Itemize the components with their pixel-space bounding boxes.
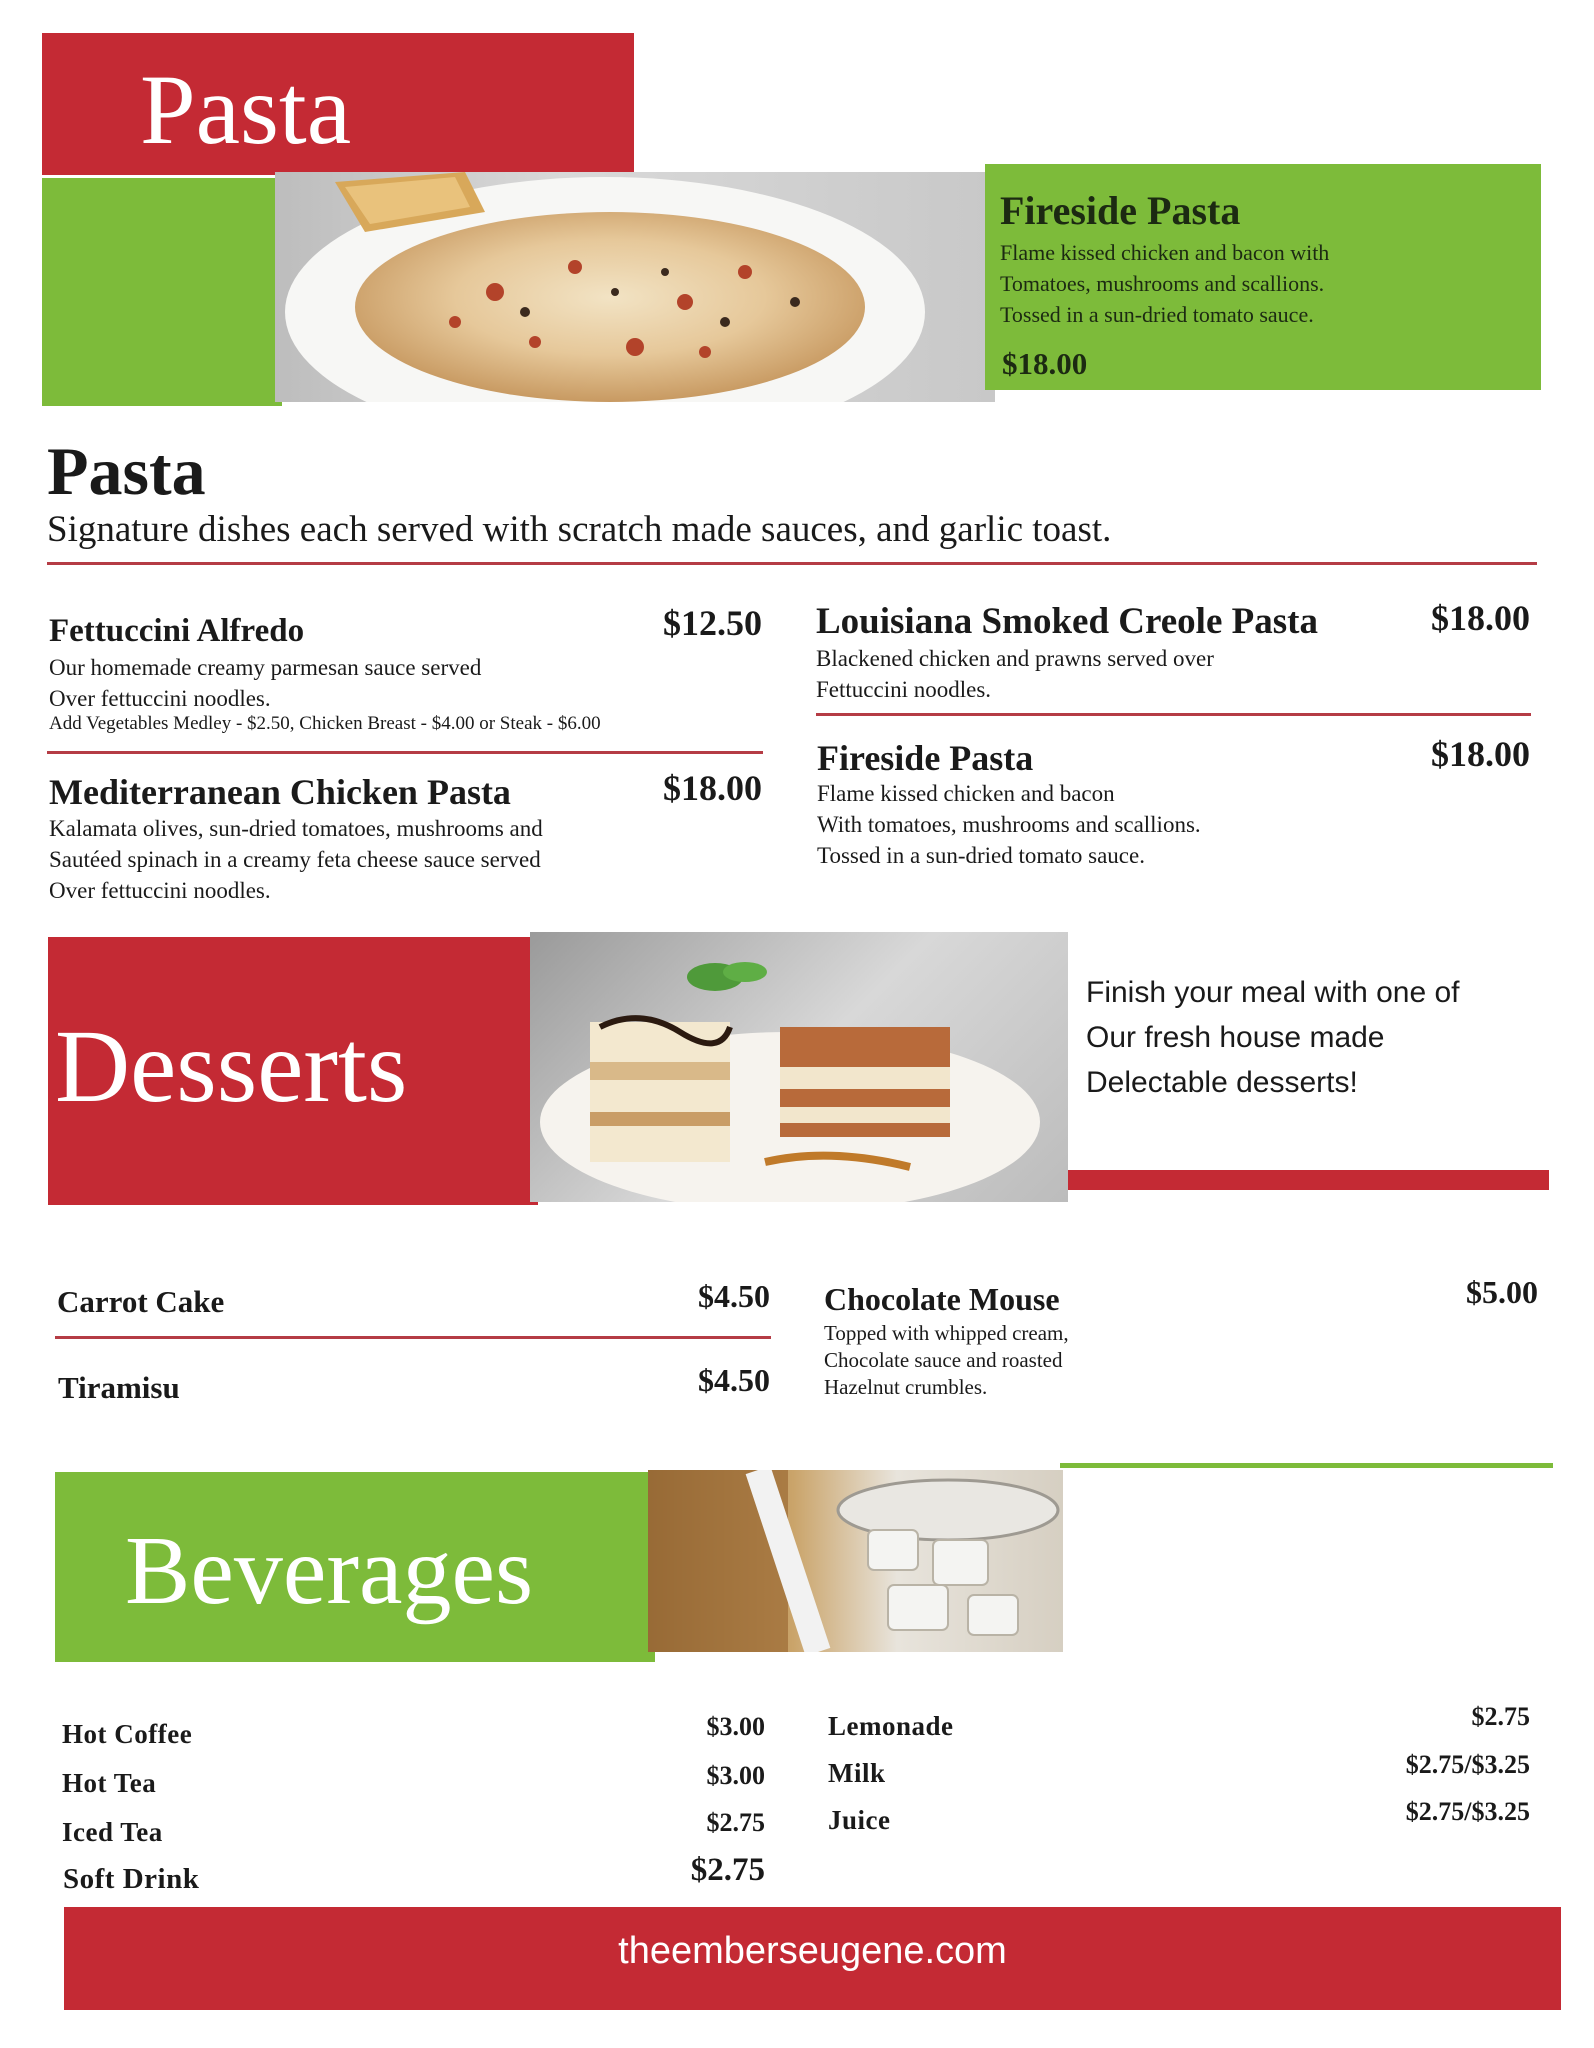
desc-line: Hazelnut crumbles. (824, 1375, 988, 1399)
feature-desc-line: Flame kissed chicken and bacon with (1000, 240, 1330, 265)
feature-desc-line: Tomatoes, mushrooms and scallions. (1000, 271, 1325, 296)
beverage-name: Lemonade (828, 1711, 954, 1741)
beverage-name: Hot Tea (62, 1768, 157, 1798)
blurb-line: Our fresh house made (1086, 1021, 1385, 1054)
iced-drink-image (648, 1470, 1063, 1652)
menu-item-description (49, 652, 749, 714)
desserts-banner-red-stripe (1068, 1170, 1549, 1190)
menu-item-name: Louisiana Smoked Creole Pasta (816, 601, 1318, 642)
desc-line: Over fettuccini noodles. (49, 878, 271, 903)
pasta-photo (275, 172, 995, 402)
pasta-section-subtitle: Signature dishes each served with scratch made sauces, and garlic toast. (47, 509, 1112, 550)
pasta-feature-price: $18.00 (1002, 346, 1088, 381)
footer-website-link[interactable]: theemberseugene.com (618, 1930, 1007, 1972)
menu-item-description (49, 813, 749, 906)
beverage-price: $2.75 (1471, 1702, 1530, 1731)
beverage-name: Milk (828, 1758, 886, 1788)
desserts-photo (530, 932, 1068, 1202)
menu-item-price: $18.00 (1431, 598, 1530, 638)
dessert-name: Chocolate Mouse (824, 1281, 1060, 1317)
beverage-name: Iced Tea (62, 1817, 163, 1847)
beverage-price: $3.00 (706, 1712, 765, 1741)
beverages-top-rule (1060, 1463, 1553, 1468)
item-divider (816, 713, 1531, 716)
menu-item-note: Add Vegetables Medley - $2.50, Chicken Breast - $4.00 or Steak - $6.00 (49, 713, 601, 734)
pasta-feature-name: Fireside Pasta (1000, 188, 1241, 233)
desserts-banner-title: Desserts (55, 1009, 408, 1124)
desc-line: Blackened chicken and prawns served over (816, 646, 1214, 671)
blurb-line: Finish your meal with one of (1086, 976, 1460, 1009)
dessert-plate-image (530, 932, 1068, 1202)
menu-item-price: $12.50 (663, 603, 762, 643)
menu-item-name: Fettuccini Alfredo (49, 613, 305, 649)
desc-line: Kalamata olives, sun-dried tomatoes, mushrooms and (49, 816, 543, 841)
beverage-price: $2.75/$3.25 (1405, 1750, 1530, 1779)
beverage-price: $2.75 (706, 1808, 765, 1837)
beverage-name: Soft Drink (63, 1863, 200, 1895)
menu-item-price: $18.00 (663, 768, 762, 808)
dessert-name: Carrot Cake (57, 1284, 225, 1319)
menu-item-name: Mediterranean Chicken Pasta (49, 772, 511, 812)
desc-line: Tossed in a sun-dried tomato sauce. (817, 843, 1145, 868)
dessert-price: $4.50 (698, 1278, 770, 1314)
beverages-photo (648, 1470, 1063, 1652)
pasta-plate-image (275, 172, 995, 402)
pasta-feature-description (1000, 237, 1520, 330)
pasta-banner-title: Pasta (140, 54, 352, 165)
dessert-divider (55, 1336, 771, 1339)
beverage-name: Juice (828, 1805, 891, 1835)
desc-line: Sautéed spinach in a creamy feta cheese sauce served (49, 847, 541, 872)
dessert-price: $5.00 (1466, 1274, 1538, 1310)
menu-item-price: $18.00 (1431, 734, 1530, 774)
pasta-section-divider (47, 562, 1537, 565)
feature-desc-line: Tossed in a sun-dried tomato sauce. (1000, 302, 1314, 327)
desc-line: Over fettuccini noodles. (49, 686, 271, 711)
item-divider (47, 751, 763, 754)
beverage-name: Hot Coffee (62, 1719, 193, 1749)
dessert-name: Tiramisu (58, 1370, 180, 1405)
desc-line: Our homemade creamy parmesan sauce served (49, 655, 482, 680)
desserts-blurb (1086, 970, 1546, 1105)
beverage-price: $3.00 (706, 1761, 765, 1790)
pasta-banner-green-left (42, 178, 282, 406)
desc-line: Topped with whipped cream, (824, 1321, 1069, 1345)
beverages-banner-title: Beverages (125, 1517, 534, 1625)
desc-line: With tomatoes, mushrooms and scallions. (817, 812, 1201, 837)
desc-line: Chocolate sauce and roasted (824, 1348, 1063, 1372)
desc-line: Fettuccini noodles. (816, 677, 992, 702)
desc-line: Flame kissed chicken and bacon (817, 781, 1115, 806)
dessert-description (824, 1320, 1324, 1401)
menu-item-description (816, 643, 1416, 705)
blurb-line: Delectable desserts! (1086, 1066, 1358, 1099)
dessert-price: $4.50 (698, 1362, 770, 1398)
menu-item-name: Fireside Pasta (817, 738, 1034, 778)
menu-item-description (817, 778, 1417, 871)
pasta-section-title: Pasta (47, 433, 206, 509)
beverage-price: $2.75 (690, 1852, 765, 1888)
beverage-price: $2.75/$3.25 (1405, 1797, 1530, 1826)
